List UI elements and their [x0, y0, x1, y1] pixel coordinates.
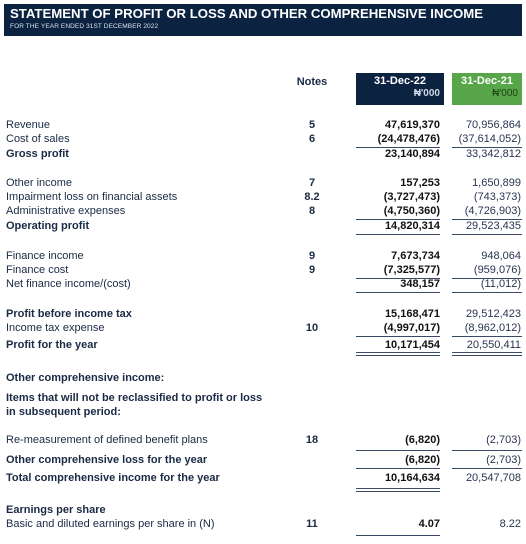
- row-current: (24,478,476): [377, 133, 440, 145]
- row-prior: (4,726,903): [464, 205, 521, 217]
- double-underline: [356, 352, 440, 356]
- row-label: Cost of sales: [6, 133, 70, 145]
- double-underline: [356, 488, 440, 492]
- section-heading: Other comprehensive income:: [6, 372, 165, 384]
- prior-year-unit: ₦'000: [492, 88, 518, 99]
- row-note: 9: [308, 264, 316, 276]
- row-current: (7,325,577): [383, 264, 440, 276]
- underline: [356, 468, 440, 469]
- row-current: 14,820,314: [384, 220, 440, 232]
- row-prior: 70,956,864: [465, 119, 521, 131]
- row-label: Administrative expenses: [6, 205, 126, 217]
- double-underline: [452, 352, 522, 356]
- underline: [356, 292, 440, 293]
- row-prior: (37,614,052): [458, 133, 521, 145]
- row-current: 15,168,471: [384, 308, 440, 320]
- row-current: 157,253: [400, 177, 440, 189]
- row-current: 348,157: [400, 278, 440, 290]
- row-label: Other comprehensive loss for the year: [6, 454, 208, 466]
- row-prior: (2,703): [486, 454, 521, 466]
- row-label: Revenue: [6, 119, 51, 131]
- section-heading: Items that will not be reclassified to profit or loss: [6, 392, 263, 404]
- row-prior: 29,523,435: [465, 220, 521, 232]
- row-label: Profit before income tax: [6, 308, 132, 320]
- row-prior: 29,512,423: [465, 308, 521, 320]
- underline: [356, 234, 440, 235]
- section-heading: in subsequent period:: [6, 406, 121, 418]
- row-note: 11: [306, 518, 318, 530]
- statement-subtitle: FOR THE YEAR ENDED 31ST DECEMBER 2022: [10, 23, 159, 30]
- row-current: 7,673,734: [391, 250, 440, 262]
- row-prior: 20,550,411: [466, 339, 521, 351]
- row-current: (3,727,473): [383, 191, 440, 203]
- section-heading: Earnings per share: [6, 504, 106, 516]
- row-prior: 1,650,899: [472, 177, 521, 189]
- row-note: 6: [308, 133, 316, 145]
- current-year-date: 31-Dec-22: [374, 75, 426, 87]
- row-prior: 8.22: [499, 518, 521, 530]
- row-current: 47,619,370: [384, 119, 440, 131]
- row-prior: 948,064: [481, 250, 521, 262]
- row-current: 4.07: [418, 518, 440, 530]
- underline: [356, 535, 440, 536]
- underline: [452, 234, 522, 235]
- row-note: 10: [305, 322, 319, 334]
- row-label: Operating profit: [6, 220, 90, 232]
- row-current: (4,750,360): [383, 205, 440, 217]
- row-note: 8: [308, 205, 316, 217]
- row-label: Net finance income/(cost): [6, 278, 131, 290]
- underline: [356, 336, 440, 337]
- prior-year-column-header: [452, 73, 522, 105]
- row-label: Impairment loss on financial assets: [6, 191, 178, 203]
- row-current: 23,140,894: [384, 148, 440, 160]
- current-year-column-header: [356, 73, 444, 105]
- row-prior: (743,373): [473, 191, 521, 203]
- row-prior: (959,076): [473, 264, 521, 276]
- row-label: Profit for the year: [6, 339, 98, 351]
- row-current: 10,164,634: [384, 472, 440, 484]
- row-label: Income tax expense: [6, 322, 105, 334]
- row-current: 10,171,454: [384, 339, 440, 351]
- row-current: (4,997,017): [383, 322, 440, 334]
- row-label: Finance income: [6, 250, 84, 262]
- row-current: (6,820): [405, 454, 440, 466]
- row-note: 18: [305, 434, 319, 446]
- row-label: Basic and diluted earnings per share in (N): [6, 518, 215, 530]
- row-prior: 20,547,708: [465, 472, 521, 484]
- row-prior: (2,703): [486, 434, 521, 446]
- row-prior: (8,962,012): [464, 322, 521, 334]
- current-year-unit: ₦'000: [413, 88, 440, 99]
- row-label: Other income: [6, 177, 73, 189]
- row-note: 5: [308, 119, 316, 131]
- underline: [452, 468, 522, 469]
- underline: [356, 450, 440, 451]
- row-current: (6,820): [405, 434, 440, 446]
- row-note: 7: [308, 177, 316, 189]
- prior-year-date: 31-Dec-21: [461, 75, 513, 87]
- row-label: Finance cost: [6, 264, 69, 276]
- underline: [452, 292, 522, 293]
- row-note: 9: [308, 250, 316, 262]
- statement-header: [4, 4, 522, 36]
- row-label: Gross profit: [6, 148, 69, 160]
- row-label: Re-measurement of defined benefit plans: [6, 434, 208, 446]
- row-prior: (11,012): [480, 278, 521, 290]
- row-prior: 33,342,812: [465, 148, 521, 160]
- row-label: Total comprehensive income for the year: [6, 472, 220, 484]
- underline: [452, 336, 522, 337]
- statement-title: STATEMENT OF PROFIT OR LOSS AND OTHER COMPREHENSIVE INCOME: [10, 6, 484, 21]
- notes-column-header: Notes: [296, 76, 328, 88]
- row-note: 8.2: [304, 191, 320, 203]
- underline: [452, 450, 522, 451]
